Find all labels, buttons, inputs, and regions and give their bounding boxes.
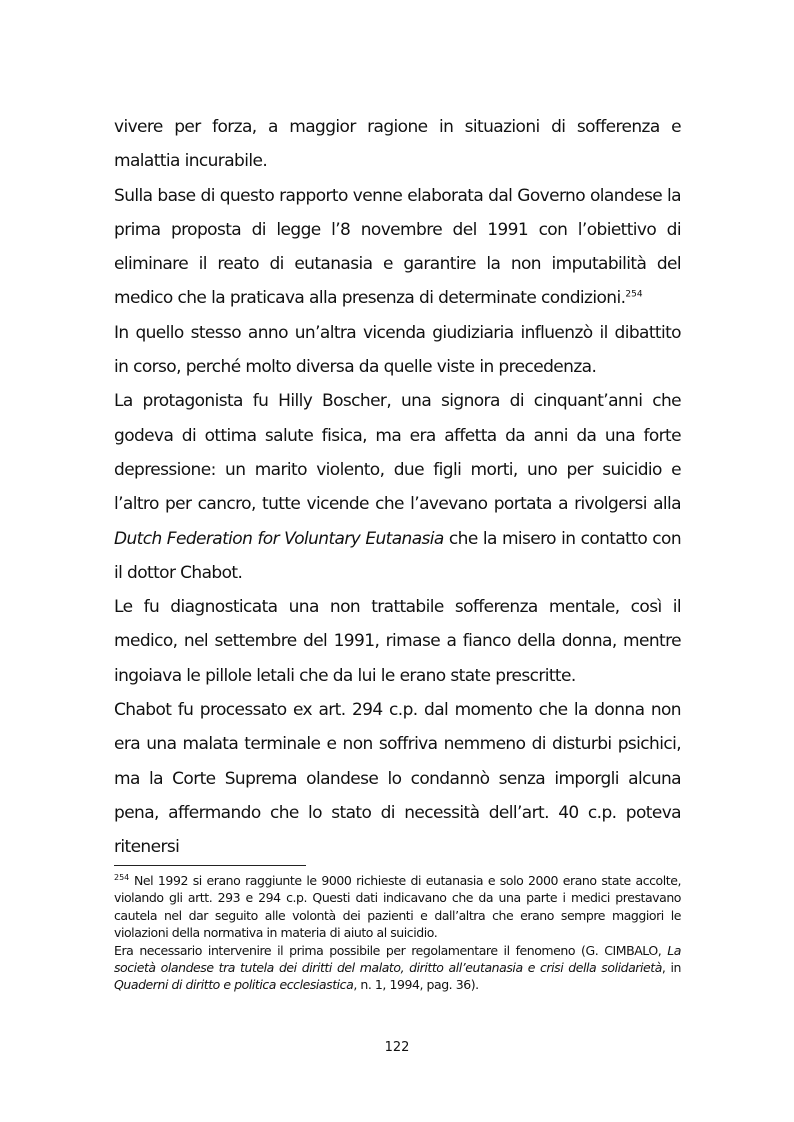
body-paragraph — [114, 384, 681, 590]
text-segment: In quello stesso anno un’altra vicenda giudiziaria influenzò il dibattito in corso, perché molto diversa da quelle viste in precedenza. — [114, 322, 681, 378]
italic-text: Quaderni di diritto e politica ecclesiastica — [114, 977, 354, 993]
text-segment: , in — [661, 960, 681, 976]
text-segment: La protagonista fu Hilly Boscher, una signora di cinquant’anni che godeva di ottima salute fisica, ma era affetta da anni da una forte depressione: un marito violento, due figli morti, uno per suicidio e l’altro per cancro, tutte vicende che l’avevano portata a rivolgersi alla — [114, 391, 681, 515]
body-paragraph — [114, 590, 681, 693]
body-paragraph — [114, 110, 681, 179]
text-segment: Sulla base di questo rapporto venne elaborata dal Governo olandese la prima proposta di legge l’8 novembre del 1991 con l’obiettivo di eliminare il reato di eutanasia e garantire la non imputabilità del medico che la praticava alla presenza di determinate condizioni. — [114, 185, 681, 309]
body-paragraph — [114, 316, 681, 385]
italic-text: Dutch Federation for Voluntary Eutanasia — [114, 528, 444, 549]
italic-text: La società olandese tra tutela dei diritti del malato, diritto all’eutanasia e crisi della solidarietà — [114, 942, 681, 976]
footnote-reference: 254 — [625, 289, 643, 300]
body-paragraph — [114, 179, 681, 316]
footnote-paragraph — [114, 942, 681, 994]
text-segment: Era necessario intervenire il prima possibile per regolamentare il fenomeno (G. CIMBALO, — [114, 942, 668, 958]
footnote-number: 254 — [114, 872, 130, 882]
text-segment: Le fu diagnosticata una non trattabile sofferenza mentale, così il medico, nel settembre del 1991, rimase a fianco della donna, mentre ingoiava le pillole letali che da lui le erano state prescritte. — [114, 597, 681, 686]
text-segment: vivere per forza, a maggior ragione in situazioni di sofferenza e malattia incurabile. — [114, 117, 681, 172]
main-text — [114, 110, 681, 865]
text-segment: , n. 1, 1994, pag. 36). — [353, 977, 479, 993]
body-paragraph — [114, 693, 681, 864]
footnote-paragraph — [114, 872, 681, 942]
text-segment: che la misero in contatto con il dottor Chabot. — [114, 528, 681, 583]
text-segment: Nel 1992 si erano raggiunte le 9000 richieste di eutanasia e solo 2000 erano state accolte, violando gli artt. 293 e 294 c.p. Questi dati indicavano che da una parte i medici prestavano cautela nel dar seguito alle volontà dei pazienti e dall’altra che erano sempre maggiori le violazioni della normativa in materia di aiuto al suicidio. — [114, 873, 681, 941]
text-segment: Chabot fu processato ex art. 294 c.p. dal momento che la donna non era una malata terminale e non soffriva nemmeno di disturbi psichici, ma la Corte Suprema olandese lo condannò senza imporgli alcuna pena, affermando che lo stato di necessità dell’art. 40 c.p. poteva ritenersi — [114, 700, 681, 858]
page-number: 122 — [384, 1040, 410, 1055]
footnotes — [114, 872, 681, 994]
footnote-separator — [114, 865, 306, 866]
